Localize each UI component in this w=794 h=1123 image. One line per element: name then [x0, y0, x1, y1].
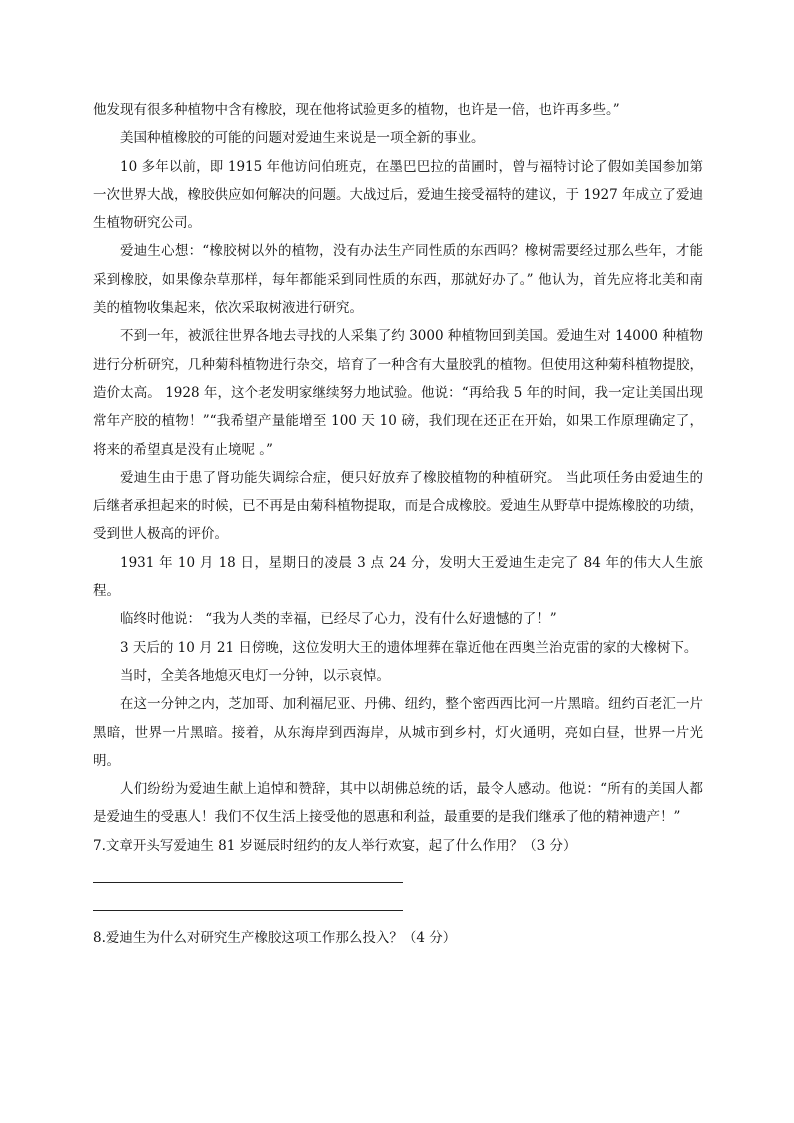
paragraph-12: 人们纷纷为爱迪生献上追悼和赞辞，其中以胡佛总统的话，最令人感动。他说：“所有的美国人都是爱迪生的受惠人！我们不仅生活上接受他的恩惠和利益，最重要的是我们继承了他的精神遗产！” [93, 781, 703, 826]
document-content [93, 96, 703, 952]
answer-line-2[interactable] [93, 910, 403, 911]
paragraph-9: 3 天后的 10 月 21 日傍晚，这位发明大王的遗体埋葬在靠近他在西奥兰治克雷的家的大橡树下。 [120, 639, 698, 656]
paragraph-10: 当时，全美各地熄灭电灯一分钟，以示哀悼。 [120, 667, 390, 684]
question-7: 7.文章开头写爱迪生 81 岁诞辰时纽约的友人举行欢宴，起了什么作用？（3 分） [93, 837, 577, 854]
paragraph-8: 临终时他说： “我为人类的幸福，已经尽了心力，没有什么好遗憾的了！” [120, 611, 557, 628]
answer-line-1[interactable] [93, 882, 403, 883]
passage [93, 96, 703, 832]
question-8: 8.爱迪生为什么对研究生产橡胶这项工作那么投入？（4 分） [93, 930, 457, 947]
paragraph-3: 10 多年以前，即 1915 年他访问伯班克，在墨巴巴拉的苗圃时，曾与福特讨论了假如美国参加第一次世界大战，橡胶供应如何解决的问题。大战过后，爱迪生接受福特的建议，于 1927 年成立了爱迪生植物研究公司。 [93, 158, 703, 232]
paragraph-5: 不到一年，被派往世界各地去寻找的人采集了约 3000 种植物回到美国。爱迪生对 14000 种植物进行分析研究，几种菊科植物进行杂交，培育了一种含有大量胶乳的植物。但使用这种菊科植物提胶，造价太高。 1928 年，这个老发明家继续努力地试验。他说：“再给我 5 年的时间，我一定让美国出现常年产胶的植物！”“我希望产量能增至 100 天 10 磅，我们现在还正在开始，如果工作原理确定了，将来的希望真是没有止境呢 。” [93, 328, 703, 458]
paragraph-1: 他发现有很多种植物中含有橡胶，现在他将试验更多的植物，也许是一倍，也许再多些。” [93, 102, 620, 118]
paragraph-2: 美国种植橡胶的可能的问题对爱迪生来说是一项全新的事业。 [120, 130, 485, 147]
paragraph-6: 爱迪生由于患了肾功能失调综合症，便只好放弃了橡胶植物的种植研究。 当此项任务由爱迪生的后继者承担起来的时候，已不再是由菊科植物提取，而是合成橡胶。爱迪生从野草中提炼橡胶的功绩，受到世人极高的评价。 [93, 469, 703, 543]
paragraph-7: 1931 年 10 月 18 日，星期日的凌晨 3 点 24 分，发明大王爱迪生走完了 84 年的伟大人生旅程。 [93, 554, 703, 600]
paragraph-11: 在这一分钟之内，芝加哥、加利福尼亚、丹佛、纽约，整个密西西比河一片黑暗。纽约百老汇一片黑暗，世界一片黑暗。接着，从东海岸到西海岸，从城市到乡村，灯火通明，亮如白昼，世界一片光明。 [93, 696, 703, 769]
paragraph-4: 爱迪生心想：“橡胶树以外的植物，没有办法生产同性质的东西吗？橡树需要经过那么些年，才能采到橡胶，如果像杂草那样，每年都能采到同性质的东西，那就好办了。” 他认为，首先应将北美和南美的植物收集起来，依次采取树液进行研究。 [93, 243, 703, 317]
